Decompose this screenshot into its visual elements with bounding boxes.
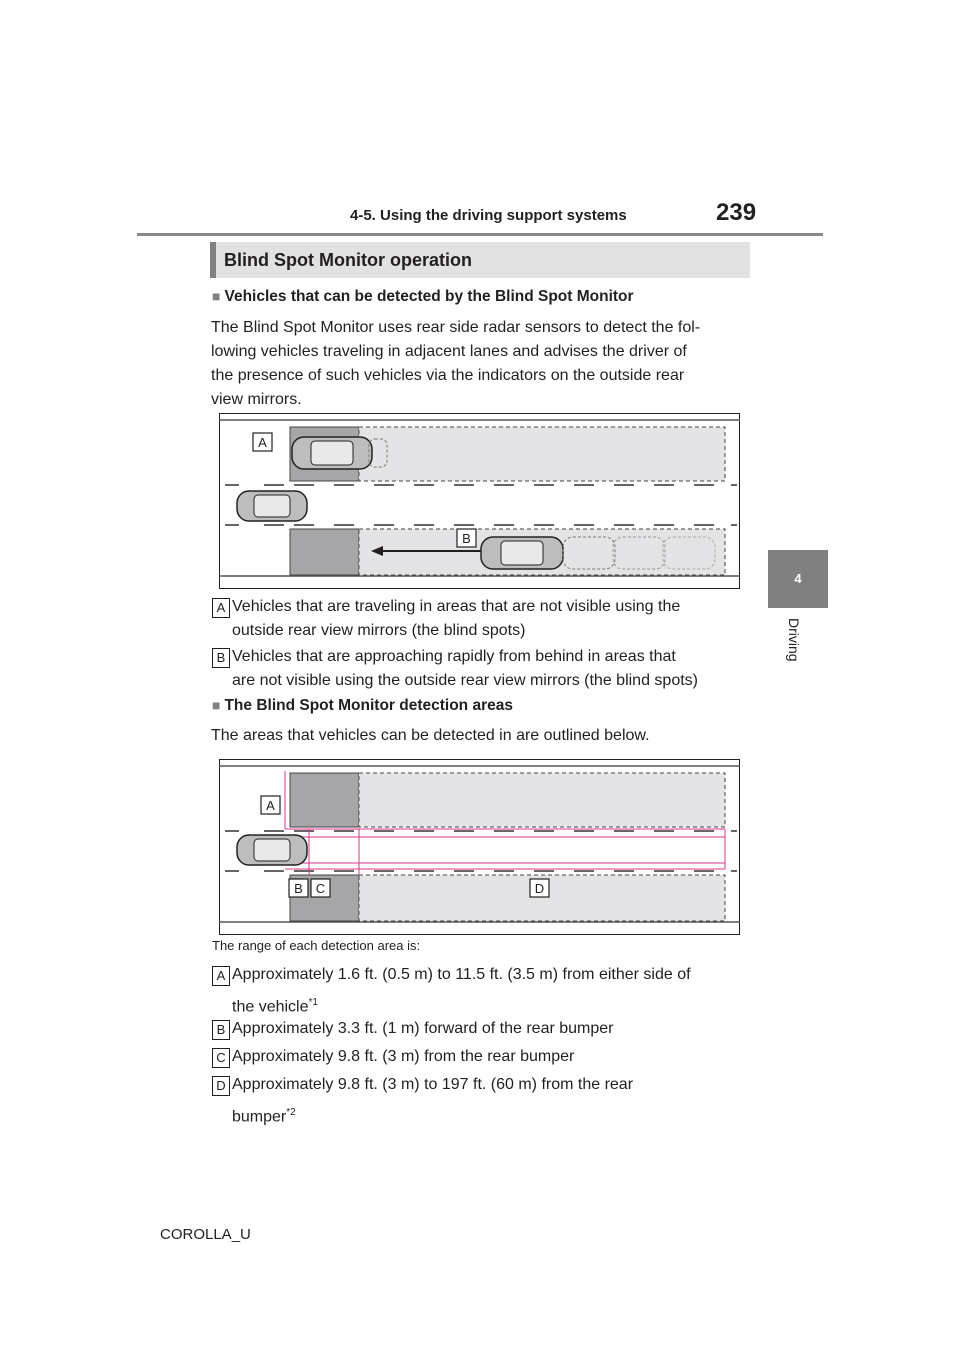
list-item bbox=[212, 963, 754, 1019]
item-text: bumper bbox=[232, 1108, 287, 1126]
subsection-title-text: The Blind Spot Monitor detection areas bbox=[224, 697, 513, 714]
chapter-tab-label: Driving bbox=[786, 618, 802, 662]
list-item bbox=[212, 1045, 754, 1069]
item-label-a: A bbox=[212, 598, 230, 618]
item-text-continued bbox=[232, 1101, 754, 1129]
item-text: Vehicles that are traveling in areas that are not visible using the bbox=[232, 598, 681, 615]
item-text: are not visible using the outside rear view mirrors (the blind spots) bbox=[232, 672, 698, 689]
header-divider bbox=[137, 233, 823, 236]
paragraph-line: view mirrors. bbox=[211, 391, 302, 408]
item-text-continued bbox=[232, 991, 754, 1019]
item-label-a: A bbox=[212, 966, 230, 986]
figure-label-b: B bbox=[294, 881, 303, 896]
paragraph-line: The Blind Spot Monitor uses rear side radar sensors to detect the fol- bbox=[211, 319, 701, 336]
own-vehicle-icon bbox=[237, 491, 307, 521]
item-label-d: D bbox=[212, 1076, 230, 1096]
blind-spot-detection-figure bbox=[219, 413, 740, 589]
chapter-tab: 4 bbox=[768, 550, 828, 608]
page-number: 239 bbox=[716, 199, 757, 226]
section-heading: Blind Spot Monitor operation bbox=[224, 250, 472, 270]
figure-label-b: B bbox=[462, 531, 471, 546]
detection-area-intro: The areas that vehicles can be detected in are outlined below. bbox=[211, 727, 650, 744]
paragraph-line: lowing vehicles traveling in adjacent lanes and advises the driver of bbox=[211, 343, 687, 360]
list-item bbox=[212, 595, 754, 643]
section-heading-bar bbox=[210, 242, 216, 278]
item-text: Vehicles that are approaching rapidly from behind in areas that bbox=[232, 648, 676, 665]
figure-label-c: C bbox=[315, 881, 326, 896]
intro-paragraph bbox=[211, 316, 756, 412]
list-item bbox=[212, 1017, 754, 1041]
footnote-ref: *2 bbox=[286, 1107, 296, 1118]
footnote-ref: *1 bbox=[308, 997, 318, 1008]
square-bullet-icon: ■ bbox=[212, 288, 221, 304]
item-text: the vehicle bbox=[232, 998, 309, 1016]
list-item bbox=[212, 1073, 754, 1129]
item-text: Approximately 9.8 ft. (3 m) to 197 ft. (60 m) from the rear bbox=[232, 1076, 634, 1093]
figure-label-d: D bbox=[534, 881, 545, 896]
item-label-b: B bbox=[212, 1020, 230, 1040]
section-heading-box bbox=[210, 242, 750, 278]
list-item bbox=[212, 645, 754, 693]
subsection-title-2 bbox=[212, 697, 513, 715]
paragraph-line: the presence of such vehicles via the indicators on the outside rear bbox=[211, 367, 685, 384]
range-intro: The range of each detection area is: bbox=[212, 938, 421, 953]
item-text: Approximately 1.6 ft. (0.5 m) to 11.5 ft. (3.5 m) from either side of bbox=[232, 966, 691, 983]
item-label-c: C bbox=[212, 1048, 230, 1068]
figure-label-a: A bbox=[258, 435, 267, 450]
item-text: outside rear view mirrors (the blind spots) bbox=[232, 622, 526, 639]
item-text: Approximately 3.3 ft. (1 m) forward of the rear bumper bbox=[232, 1020, 614, 1037]
figure-label-a: A bbox=[266, 798, 275, 813]
subsection-title-1 bbox=[212, 288, 634, 306]
running-header-title: 4-5. Using the driving support systems bbox=[350, 207, 627, 224]
item-text: Approximately 9.8 ft. (3 m) from the rear bumper bbox=[232, 1048, 575, 1065]
subsection-title-text: Vehicles that can be detected by the Blind Spot Monitor bbox=[224, 288, 634, 305]
item-label-b: B bbox=[212, 648, 230, 668]
square-bullet-icon: ■ bbox=[212, 697, 221, 713]
model-footer: COROLLA_U bbox=[160, 1226, 251, 1243]
own-vehicle-icon bbox=[237, 835, 307, 865]
detection-areas-figure bbox=[219, 759, 740, 935]
